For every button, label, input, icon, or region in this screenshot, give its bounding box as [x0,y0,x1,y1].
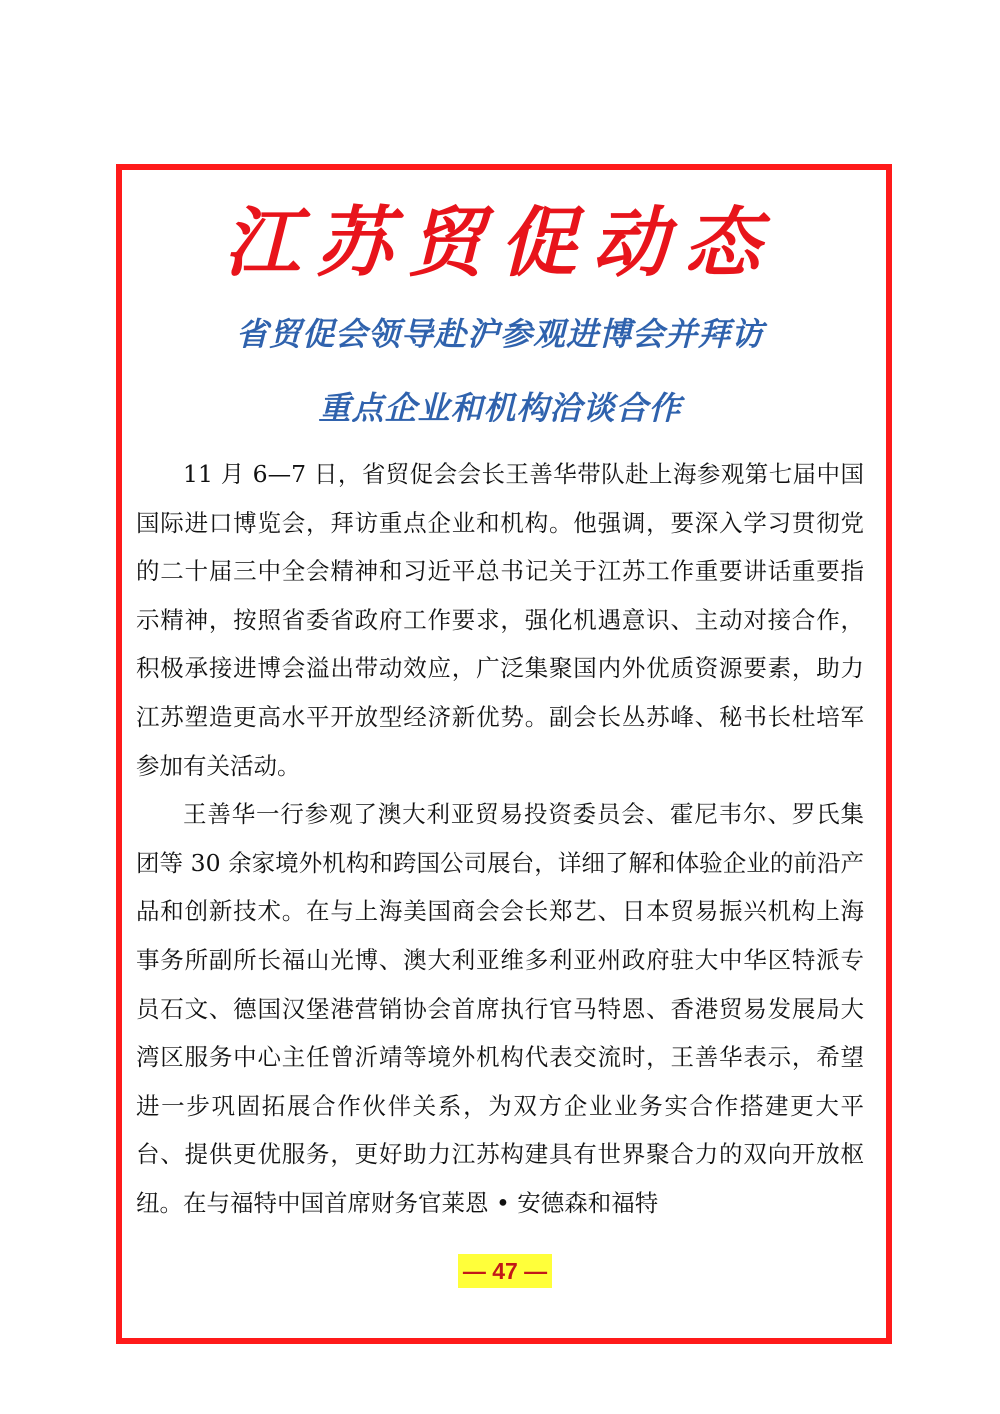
paragraph-1: 11 月 6—7 日，省贸促会会长王善华带队赴上海参观第七届中国国际进口博览会，拜访重点企业和机构。他强调，要深入学习贯彻党的二十届三中全会精神和习近平总书记关于江苏工作重要讲话重要指示精神，按照省委省政府工作要求，强化机遇意识、主动对接合作，积极承接进博会溢出带动效应，广泛集聚国内外优质资源要素，助力江苏塑造更高水平开放型经济新优势。副会长丛苏峰、秘书长杜培军参加有关活动。 [136,460,864,780]
masthead-title: 江苏贸促动态 [224,198,776,287]
article-title-line-2: 重点企业和机构洽谈合作 [318,389,682,427]
article-body [136,450,864,1228]
article-title-line-1: 省贸促会领导赴沪参观进博会并拜访 [235,315,764,353]
paragraph-2: 王善华一行参观了澳大利亚贸易投资委员会、霍尼韦尔、罗氏集团等 30 余家境外机构和跨国公司展台，详细了解和体验企业的前沿产品和创新技术。在与上海美国商会会长郑艺、日本贸易振兴机构上海事务所副所长福山光博、澳大利亚维多利亚州政府驻大中华区特派专员石文、德国汉堡港营销协会首席执行官马特恩、香港贸易发展局大湾区服务中心主任曾沂靖等境外机构代表交流时，王善华表示，希望进一步巩固拓展合作伙伴关系，为双方企业业务实合作搭建更大平台、提供更优服务，更好助力江苏构建具有世界聚合力的双向开放枢纽。在与福特中国首席财务官莱恩 • 安德森和福特 [136,800,864,1217]
page-number: — 47 — [458,1254,552,1288]
